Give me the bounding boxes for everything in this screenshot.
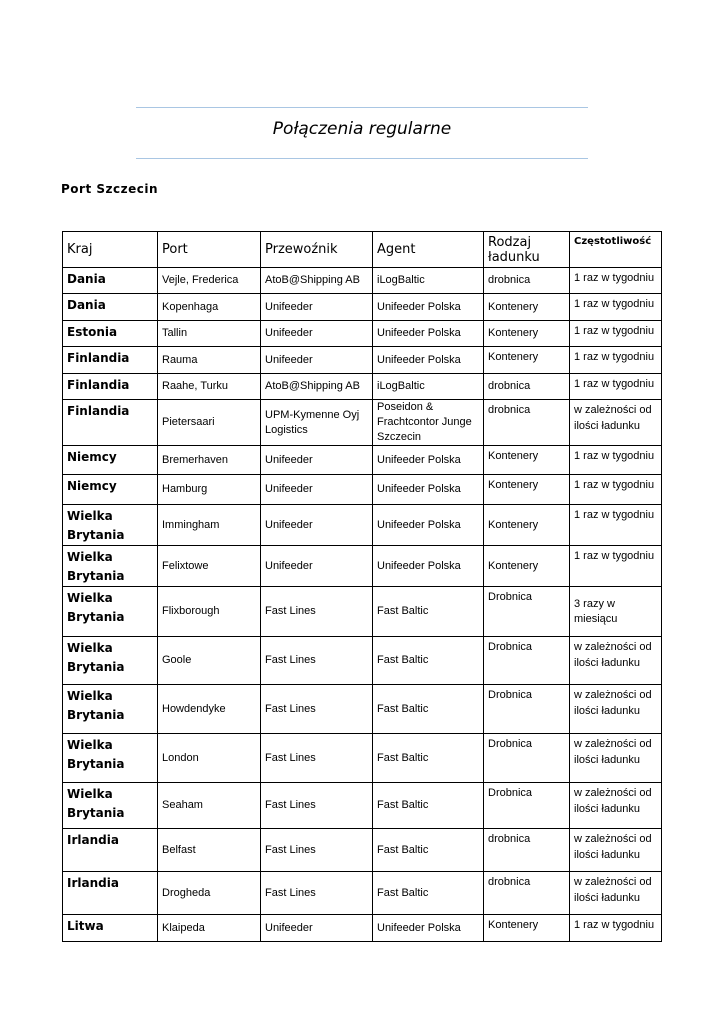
cell-port: Raahe, Turku <box>158 374 261 400</box>
cell-port: Vejle, Frederica <box>158 268 261 294</box>
cell-przewoznik: Unifeeder <box>261 446 373 475</box>
cell-rodzaj: Kontenery <box>484 475 570 505</box>
cell-czestotliwosc: 3 razy w miesiącu <box>570 587 662 637</box>
title-rule-bottom <box>136 158 588 159</box>
cell-rodzaj: Drobnica <box>484 783 570 829</box>
cell-agent: Unifeeder Polska <box>373 915 484 942</box>
table-row <box>63 505 662 546</box>
cell-port: Klaipeda <box>158 915 261 942</box>
cell-kraj: Wielka Brytania <box>63 685 158 734</box>
table-row <box>63 734 662 783</box>
cell-przewoznik: Fast Lines <box>261 829 373 872</box>
cell-przewoznik: Unifeeder <box>261 505 373 546</box>
table-row <box>63 546 662 587</box>
cell-kraj: Wielka Brytania <box>63 505 158 546</box>
cell-czestotliwosc: 1 raz w tygodniu <box>570 546 662 587</box>
cell-rodzaj: Kontenery <box>484 294 570 321</box>
cell-kraj: Finlandia <box>63 347 158 374</box>
cell-agent: Unifeeder Polska <box>373 294 484 321</box>
cell-rodzaj: Drobnica <box>484 637 570 685</box>
cell-agent: Unifeeder Polska <box>373 475 484 505</box>
cell-kraj: Niemcy <box>63 475 158 505</box>
cell-przewoznik: AtoB@Shipping AB <box>261 374 373 400</box>
table-row <box>63 446 662 475</box>
cell-czestotliwosc: 1 raz w tygodniu <box>570 915 662 942</box>
cell-kraj: Wielka Brytania <box>63 783 158 829</box>
cell-przewoznik: Fast Lines <box>261 685 373 734</box>
cell-rodzaj: Drobnica <box>484 587 570 637</box>
table-row <box>63 872 662 915</box>
table-header-row <box>63 232 662 268</box>
table-row <box>63 637 662 685</box>
cell-agent: Fast Baltic <box>373 685 484 734</box>
cell-rodzaj: Kontenery <box>484 505 570 546</box>
table-row <box>63 400 662 446</box>
cell-rodzaj: Kontenery <box>484 347 570 374</box>
cell-port: Felixtowe <box>158 546 261 587</box>
table-row <box>63 347 662 374</box>
cell-agent: iLogBaltic <box>373 268 484 294</box>
cell-przewoznik: Unifeeder <box>261 321 373 347</box>
cell-kraj: Wielka Brytania <box>63 637 158 685</box>
cell-czestotliwosc: w zależności od ilości ładunku <box>570 734 662 783</box>
cell-agent: Fast Baltic <box>373 783 484 829</box>
cell-czestotliwosc: w zależności od ilości ładunku <box>570 685 662 734</box>
cell-agent: Poseidon & Frachtcontor Junge Szczecin <box>373 400 484 446</box>
section-heading: Port Szczecin <box>61 182 159 196</box>
cell-kraj: Wielka Brytania <box>63 546 158 587</box>
header-przewoznik: Przewoźnik <box>261 232 373 268</box>
table-row <box>63 685 662 734</box>
cell-rodzaj: Kontenery <box>484 321 570 347</box>
table-row <box>63 268 662 294</box>
cell-czestotliwosc: w zależności od ilości ładunku <box>570 783 662 829</box>
cell-przewoznik: Unifeeder <box>261 546 373 587</box>
cell-agent: iLogBaltic <box>373 374 484 400</box>
cell-kraj: Niemcy <box>63 446 158 475</box>
cell-kraj: Irlandia <box>63 829 158 872</box>
cell-port: Flixborough <box>158 587 261 637</box>
header-czestotliwosc: Częstotliwość <box>570 232 662 268</box>
cell-przewoznik: Fast Lines <box>261 872 373 915</box>
page-title: Połączenia regularne <box>272 119 452 139</box>
cell-przewoznik: UPM-Kymenne Oyj Logistics <box>261 400 373 446</box>
cell-rodzaj: Drobnica <box>484 685 570 734</box>
cell-kraj: Irlandia <box>63 872 158 915</box>
cell-port: Belfast <box>158 829 261 872</box>
table-row <box>63 829 662 872</box>
connections-table <box>62 231 662 942</box>
cell-rodzaj: Kontenery <box>484 915 570 942</box>
cell-przewoznik: Unifeeder <box>261 347 373 374</box>
cell-port: Rauma <box>158 347 261 374</box>
cell-czestotliwosc: w zależności od ilości ładunku <box>570 829 662 872</box>
cell-agent: Unifeeder Polska <box>373 505 484 546</box>
cell-rodzaj: drobnica <box>484 872 570 915</box>
cell-rodzaj: drobnica <box>484 829 570 872</box>
cell-czestotliwosc: w zależności od ilości ładunku <box>570 872 662 915</box>
cell-port: London <box>158 734 261 783</box>
header-rodzaj: Rodzaj ładunku <box>484 232 570 268</box>
cell-rodzaj: drobnica <box>484 268 570 294</box>
cell-agent: Fast Baltic <box>373 872 484 915</box>
cell-kraj: Estonia <box>63 321 158 347</box>
cell-agent: Fast Baltic <box>373 637 484 685</box>
table-row <box>63 294 662 321</box>
table-row <box>63 783 662 829</box>
cell-czestotliwosc: 1 raz w tygodniu <box>570 374 662 400</box>
cell-czestotliwosc: 1 raz w tygodniu <box>570 347 662 374</box>
cell-kraj: Dania <box>63 268 158 294</box>
cell-rodzaj: Drobnica <box>484 734 570 783</box>
table-row <box>63 587 662 637</box>
cell-czestotliwosc: 1 raz w tygodniu <box>570 268 662 294</box>
cell-agent: Fast Baltic <box>373 587 484 637</box>
table-row <box>63 321 662 347</box>
header-agent: Agent <box>373 232 484 268</box>
title-rule-top <box>136 107 588 108</box>
cell-przewoznik: Fast Lines <box>261 783 373 829</box>
cell-przewoznik: Unifeeder <box>261 294 373 321</box>
cell-kraj: Wielka Brytania <box>63 587 158 637</box>
cell-port: Seaham <box>158 783 261 829</box>
cell-port: Goole <box>158 637 261 685</box>
cell-kraj: Dania <box>63 294 158 321</box>
cell-przewoznik: AtoB@Shipping AB <box>261 268 373 294</box>
cell-agent: Unifeeder Polska <box>373 446 484 475</box>
cell-rodzaj: Kontenery <box>484 546 570 587</box>
cell-przewoznik: Unifeeder <box>261 475 373 505</box>
cell-agent: Unifeeder Polska <box>373 347 484 374</box>
cell-agent: Fast Baltic <box>373 734 484 783</box>
cell-czestotliwosc: w zależności od ilości ładunku <box>570 400 662 446</box>
cell-kraj: Wielka Brytania <box>63 734 158 783</box>
cell-port: Bremerhaven <box>158 446 261 475</box>
cell-przewoznik: Unifeeder <box>261 915 373 942</box>
cell-rodzaj: drobnica <box>484 400 570 446</box>
cell-czestotliwosc: 1 raz w tygodniu <box>570 446 662 475</box>
cell-rodzaj: Kontenery <box>484 446 570 475</box>
cell-przewoznik: Fast Lines <box>261 734 373 783</box>
cell-kraj: Finlandia <box>63 374 158 400</box>
cell-agent: Unifeeder Polska <box>373 321 484 347</box>
cell-czestotliwosc: 1 raz w tygodniu <box>570 321 662 347</box>
cell-port: Howdendyke <box>158 685 261 734</box>
cell-port: Pietersaari <box>158 400 261 446</box>
cell-czestotliwosc: 1 raz w tygodniu <box>570 505 662 546</box>
table-body <box>63 268 662 942</box>
cell-kraj: Litwa <box>63 915 158 942</box>
cell-czestotliwosc: 1 raz w tygodniu <box>570 475 662 505</box>
table-row <box>63 915 662 942</box>
cell-przewoznik: Fast Lines <box>261 637 373 685</box>
cell-port: Immingham <box>158 505 261 546</box>
table-row <box>63 374 662 400</box>
header-port: Port <box>158 232 261 268</box>
cell-agent: Fast Baltic <box>373 829 484 872</box>
cell-agent: Unifeeder Polska <box>373 546 484 587</box>
cell-czestotliwosc: 1 raz w tygodniu <box>570 294 662 321</box>
cell-port: Hamburg <box>158 475 261 505</box>
header-kraj: Kraj <box>63 232 158 268</box>
cell-port: Drogheda <box>158 872 261 915</box>
cell-czestotliwosc: w zależności od ilości ładunku <box>570 637 662 685</box>
cell-port: Kopenhaga <box>158 294 261 321</box>
cell-rodzaj: drobnica <box>484 374 570 400</box>
table-row <box>63 475 662 505</box>
cell-kraj: Finlandia <box>63 400 158 446</box>
cell-port: Tallin <box>158 321 261 347</box>
cell-przewoznik: Fast Lines <box>261 587 373 637</box>
